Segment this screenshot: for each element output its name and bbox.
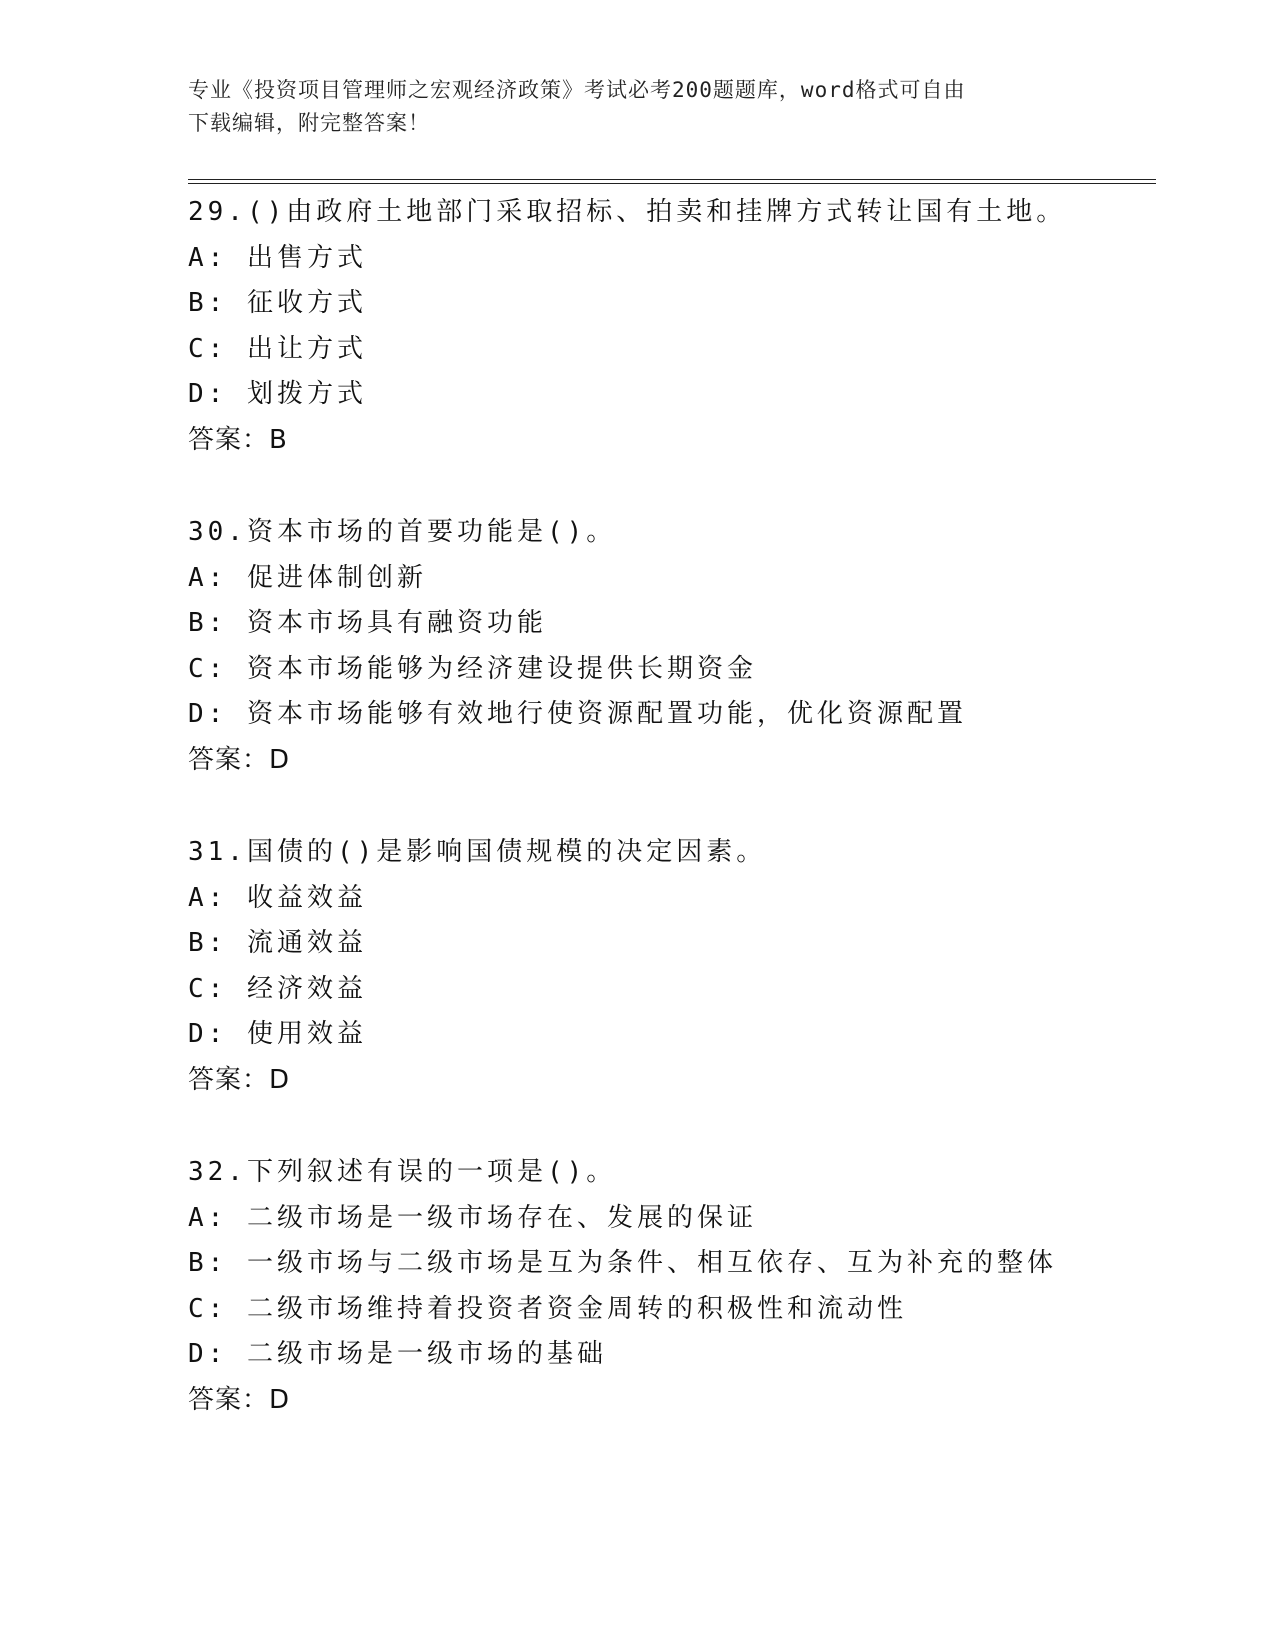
option-c: C: 出让方式 (188, 333, 367, 364)
option-a: A: 出售方式 (188, 242, 367, 273)
question-29 (188, 190, 1148, 510)
question-stem: 30.资本市场的首要功能是()。 (188, 517, 617, 547)
question-list (188, 190, 1148, 1470)
question-32 (188, 1150, 1148, 1470)
question-31 (188, 830, 1148, 1150)
header-line-1: 专业《投资项目管理师之宏观经济政策》考试必考200题题库，word格式可自由 (188, 78, 966, 102)
option-a: A: 收益效益 (188, 882, 367, 913)
option-a: A: 促进体制创新 (188, 562, 427, 593)
question-30 (188, 510, 1148, 830)
answer: 答案：D (188, 744, 291, 775)
option-b: B: 流通效益 (188, 928, 367, 959)
question-stem: 29.()由政府土地部门采取招标、拍卖和挂牌方式转让国有土地。 (188, 197, 1067, 227)
option-b: B: 一级市场与二级市场是互为条件、相互依存、互为补充的整体 (188, 1248, 1057, 1279)
header-line-2: 下载编辑，附完整答案！ (188, 111, 430, 135)
option-b: B: 征收方式 (188, 288, 367, 319)
question-stem: 31.国债的()是影响国债规模的决定因素。 (188, 837, 767, 867)
option-d: D: 使用效益 (188, 1019, 367, 1050)
option-c: C: 资本市场能够为经济建设提供长期资金 (188, 653, 757, 684)
answer: 答案：B (188, 424, 288, 455)
option-d: D: 二级市场是一级市场的基础 (188, 1339, 607, 1370)
answer: 答案：D (188, 1384, 291, 1415)
answer: 答案：D (188, 1064, 291, 1095)
document-header (188, 74, 1068, 140)
option-d: D: 划拨方式 (188, 379, 367, 410)
option-a: A: 二级市场是一级市场存在、发展的保证 (188, 1202, 757, 1233)
option-d: D: 资本市场能够有效地行使资源配置功能，优化资源配置 (188, 699, 967, 730)
question-stem: 32.下列叙述有误的一项是()。 (188, 1157, 617, 1187)
header-rule-top (188, 179, 1156, 180)
option-c: C: 二级市场维持着投资者资金周转的积极性和流动性 (188, 1293, 907, 1324)
header-rule-bottom (188, 183, 1156, 184)
option-c: C: 经济效益 (188, 973, 367, 1004)
option-b: B: 资本市场具有融资功能 (188, 608, 547, 639)
